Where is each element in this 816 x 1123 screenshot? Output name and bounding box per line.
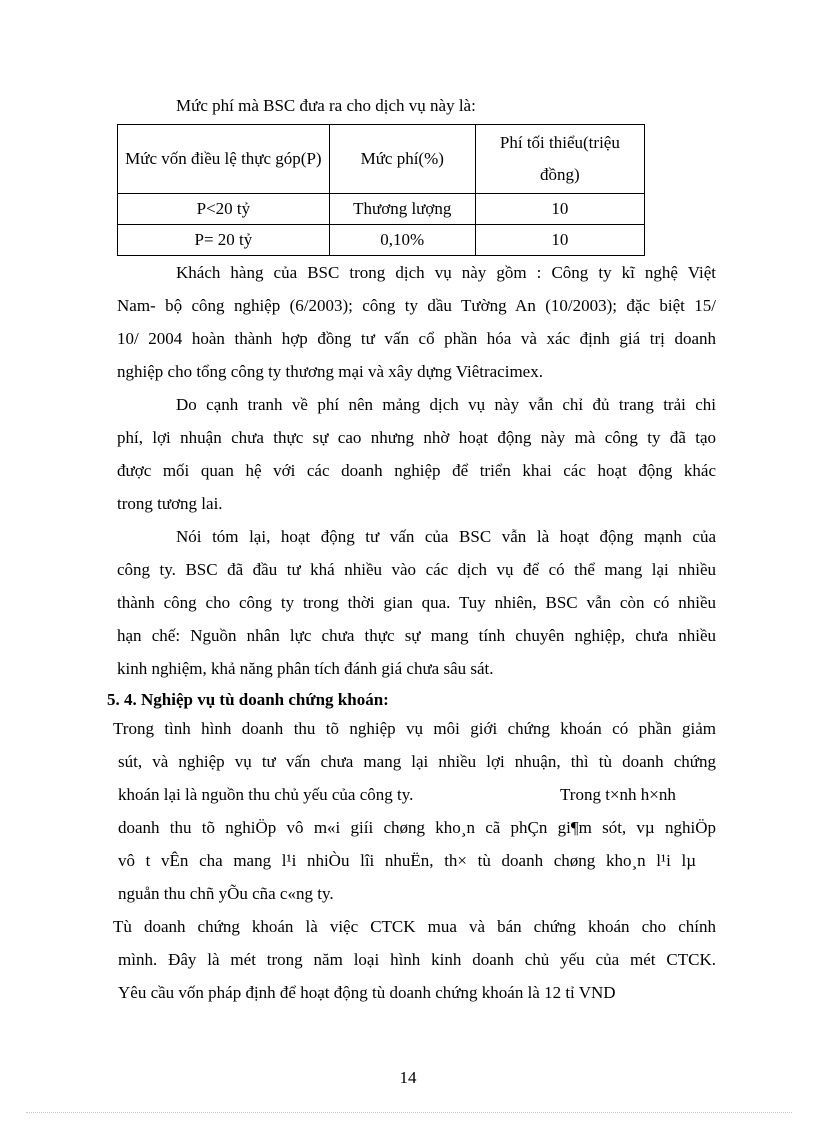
table-cell: P<20 tỷ [118, 194, 330, 225]
paragraph-line: phí, lợi nhuận chưa thực sự cao nhưng nhờ hoạt động này mà công ty đã tạo [117, 428, 716, 447]
paragraph-line: khoán lại là nguồn thu chủ yếu của công ty. [118, 785, 414, 804]
paragraph-line: Trong tình hình doanh thu tõ nghiệp vụ môi giới chứng khoán có phần giảm [113, 719, 716, 738]
paragraph-line: Trong t×nh h×nh [560, 785, 676, 804]
table-row [118, 194, 645, 225]
table-header-capital: Mức vốn điều lệ thực góp(P) [118, 125, 330, 194]
table-cell: P= 20 tỷ [118, 225, 330, 256]
paragraph-line: vô t vÊn cha mang l¹i nhiÒu lîi nhuËn, th× tù doanh chøng kho¸n l¹i lµ [118, 851, 696, 870]
table-header-minimum-fee: Phí tối thiểu(triệu đồng) [475, 125, 644, 194]
table-cell: 10 [475, 225, 644, 256]
paragraph-line: hạn chế: Nguồn nhân lực chưa thực sự mang tính chuyên nghiệp, chưa nhiều [117, 626, 716, 645]
section-heading: 5. 4. Nghiệp vụ tù doanh chứng khoán: [107, 690, 389, 709]
paragraph-line: 10/ 2004 hoàn thành hợp đồng tư vấn cổ phần hóa và xác định giá trị doanh [117, 329, 716, 348]
paragraph-line: trong tương lai. [117, 494, 223, 513]
paragraph-line: Nam- bộ công nghiệp (6/2003); công ty dầu Tường An (10/2003); đặc biệt 15/ [117, 296, 716, 315]
fee-table [117, 124, 645, 256]
paragraph-line: kinh nghiệm, khả năng phân tích đánh giá chưa sâu sát. [117, 659, 494, 678]
paragraph-line: Khách hàng của BSC trong dịch vụ này gồm : Công ty kĩ nghệ Việt [176, 263, 716, 282]
paragraph-line: mình. Đây là mét trong năm loại hình kinh doanh chủ yếu của mét CTCK. [118, 950, 716, 969]
paragraph-line: Yêu cầu vốn pháp định để hoạt động tù doanh chứng khoán là 12 tỉ VND [118, 983, 616, 1002]
paragraph-line: được mối quan hệ với các doanh nghiệp để triển khai các hoạt động khác [117, 461, 716, 480]
bottom-divider [26, 1112, 792, 1113]
table-cell: 10 [475, 194, 644, 225]
paragraph-line: công ty. BSC đã đầu tư khá nhiều vào các dịch vụ để có thể mang lại nhiều [117, 560, 716, 579]
paragraph-line: Tù doanh chứng khoán là việc CTCK mua và bán chứng khoán cho chính [113, 917, 716, 936]
table-header-fee-rate: Mức phí(%) [329, 125, 475, 194]
paragraph-line: nghiệp cho tổng công ty thương mại và xây dựng Viêtracimex. [117, 362, 543, 381]
table-cell: 0,10% [329, 225, 475, 256]
paragraph-line: Do cạnh tranh về phí nên mảng dịch vụ này vẫn chỉ đủ trang trải chi [176, 395, 716, 414]
table-cell: Thương lượng [329, 194, 475, 225]
page-number: 14 [399, 1068, 417, 1087]
fee-intro: Mức phí mà BSC đưa ra cho dịch vụ này là: [176, 96, 476, 115]
paragraph-line: sút, và nghiệp vụ tư vấn chưa mang lại nhiều lợi nhuận, thì tù doanh chứng [118, 752, 716, 771]
table-header-row [118, 125, 645, 194]
table-row [118, 225, 645, 256]
paragraph-line: Nói tóm lại, hoạt động tư vấn của BSC vẫn là hoạt động mạnh của [176, 527, 716, 546]
paragraph-line: nguån thu chñ yÕu cña c«ng ty. [118, 884, 334, 903]
paragraph-line: doanh thu tõ nghiÖp vô m«i giíi chøng kho¸n cã phÇn gi¶m sót, vµ nghiÖp [118, 818, 716, 837]
paragraph-line: thành công cho công ty trong thời gian qua. Tuy nhiên, BSC vẫn còn có nhiều [117, 593, 716, 612]
